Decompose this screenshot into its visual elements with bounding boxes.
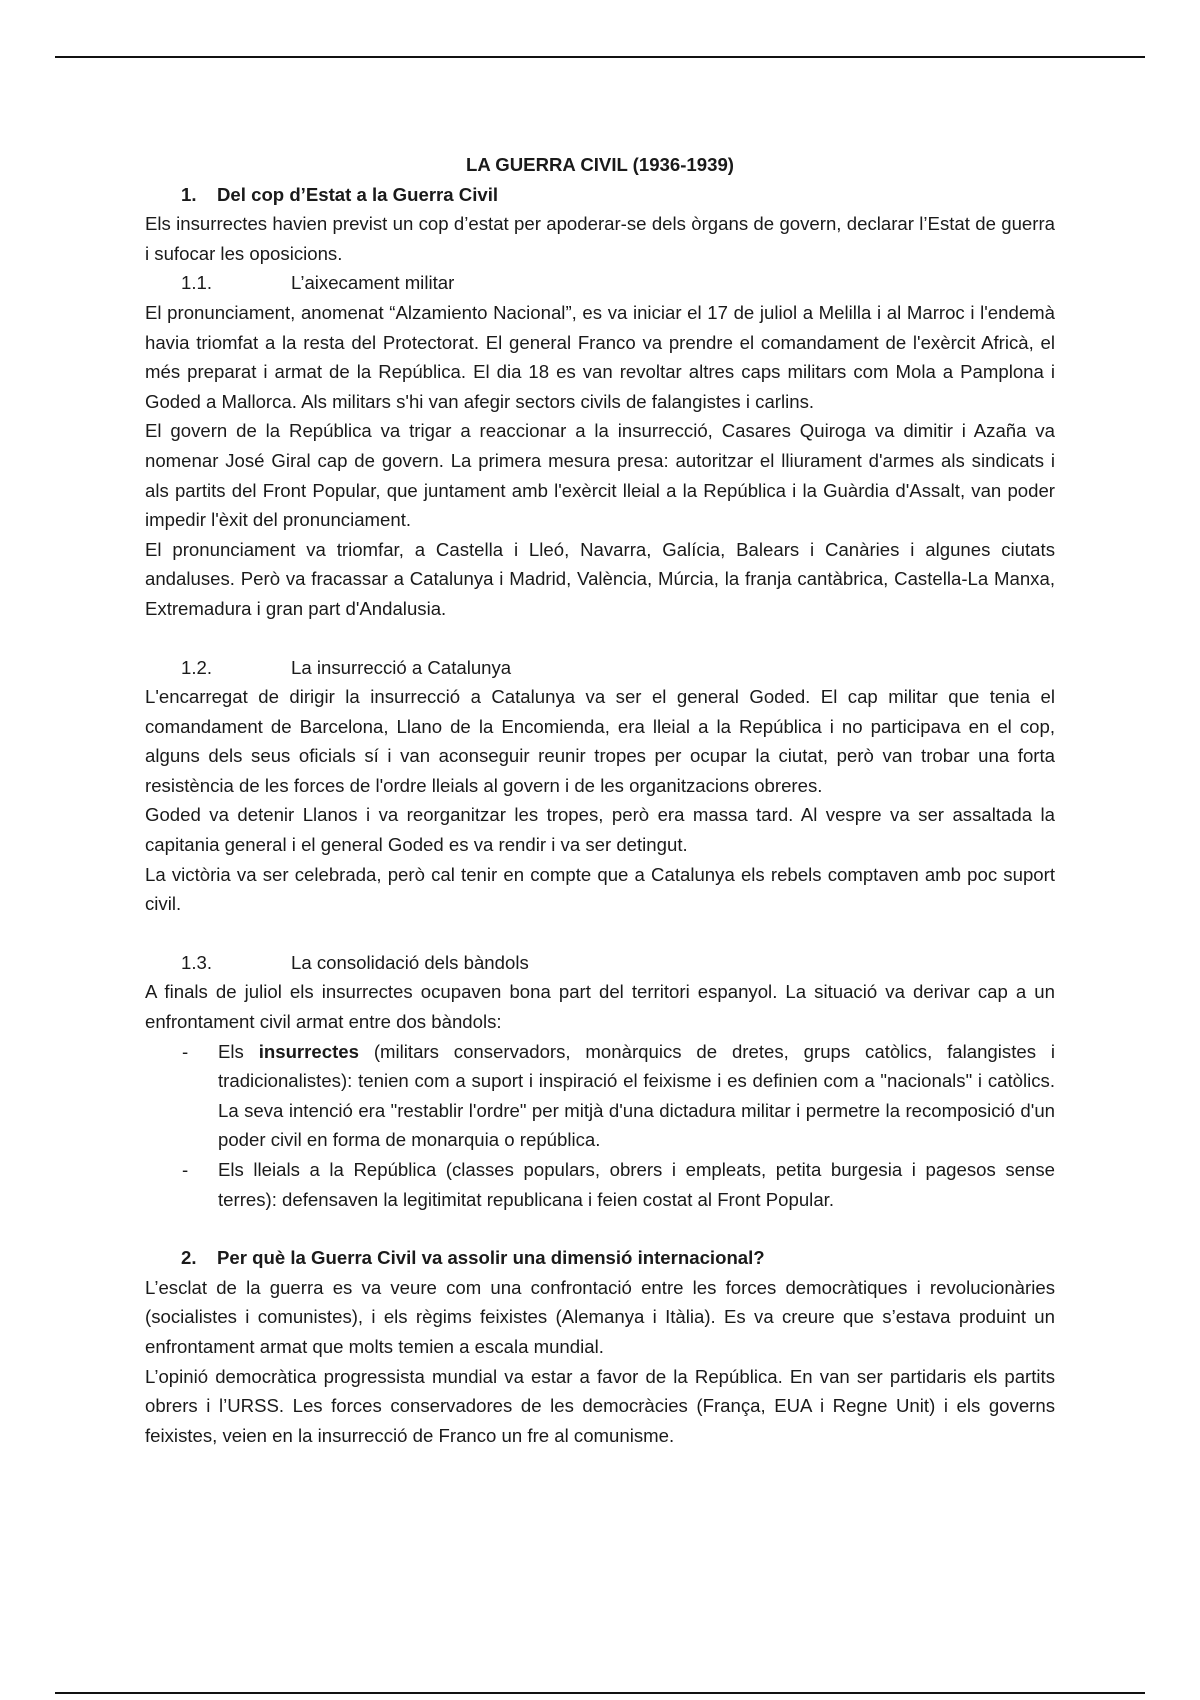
section-2-heading [145,1243,1055,1273]
section-1-heading [145,180,1055,210]
subsection-1-2-heading [145,653,1055,683]
footer-rule [55,1692,1145,1694]
subsection-1-1-number: 1.1. [181,272,213,294]
subsection-1-3-number: 1.3. [181,951,213,973]
subsection-1-1-heading [145,268,1055,298]
subsection-1-2-title: La insurrecció a Catalunya [291,656,512,678]
list-item-text: Els lleials a la República (classes populars, obrers i empleats, petita burgesia i pagesos sense terres): defensaven la legitimitat republicana i feien costat al Front Popular. [218,1159,1055,1210]
spacer [145,624,1055,653]
spacer [145,919,1055,948]
factions-list [145,1037,1055,1215]
section-2-title: Per què la Guerra Civil va assolir una dimensió internacional? [217,1247,765,1269]
subsection-1-1-paragraph-2: El govern de la República va trigar a reaccionar a la insurrecció, Casares Quiroga va dimitir i Azaña va nomenar José Giral cap de govern. La primera mesura presa: autoritzar el lliurament d'armes als sindicats i als partits del Front Popular, que juntament amb l'exèrcit lleial a la República i la Guàrdia d'Assalt, van poder impedir l'èxit del pronunciament. [145,420,1055,531]
subsection-1-3-paragraph-1: A finals de juliol els insurrectes ocupaven bona part del territori espanyol. La situació va derivar cap a un enfrontament civil armat entre dos bàndols: [145,981,1055,1033]
bullet-marker: - [182,1040,189,1062]
section-1-number: 1. [181,183,197,205]
document-title: LA GUERRA CIVIL (1936-1939) [466,154,734,175]
list-item-insurgents [145,1037,1055,1155]
subsection-1-3-heading [145,948,1055,978]
subsection-1-3-title: La consolidació dels bàndols [291,951,529,973]
spacer [145,1214,1055,1243]
bullet-marker: - [182,1159,189,1180]
section-2-paragraph-2: L’opinió democràtica progressista mundial va estar a favor de la República. En van ser partidaris els partits obrers i l’URSS. Les forces conservadores de les democràcies (França, EUA i Regne Unit) i els governs feixistes, veien en la insurrecció de Franco un fre al comunisme. [145,1365,1055,1446]
subsection-1-2-paragraph-1: L'encarregat de dirigir la insurrecció a Catalunya va ser el general Goded. El cap militar que tenia el comandament de Barcelona, Llano de la Encomienda, era lleial a la República i no participava en el cop, alguns dels seus oficials sí i van aconseguir reunir tropes per ocupar la ciutat, però van trobar una forta resistència de les forces de l'ordre lleials al govern i de les organitzacions obreres. [145,686,1055,796]
subsection-1-1-title: L’aixecament militar [291,272,455,294]
subsection-1-2-paragraph-3: La victòria va ser celebrada, però cal tenir en compte que a Catalunya els rebels comptaven amb poc suport civil. [145,863,1055,915]
subsection-1-1-paragraph-3: El pronunciament va triomfar, a Castella i Lleó, Navarra, Galícia, Balears i Canàries i algunes ciutats andaluses. Però va fracassar a Catalunya i Madrid, València, Múrcia, la franja cantàbrica, Castella-La Manxa, Extremadura i gran part d'Andalusia. [145,538,1055,619]
list-item-loyalists [145,1155,1055,1214]
section-2-number: 2. [181,1247,197,1269]
list-item-text: (militars conservadors, monàrquics de dretes, grups catòlics, falangistes i tradicionalistes): tenien com a suport i inspiració el feixisme i es definien com a "nacionals" i catòlics. La seva intenció era "restablir l'ordre" per mitjà d'una dictadura militar i permetre la recomposició d'un poder civil en forma de monarquia o república. [218,1040,1055,1151]
subsection-1-2-paragraph-2: Goded va detenir Llanos i va reorganitzar les tropes, però era massa tard. Al vespre va ser assaltada la capitania general i el general Goded es va rendir i va ser detingut. [145,804,1055,856]
subsection-1-1-paragraph-1: El pronunciament, anomenat “Alzamiento Nacional”, es va iniciar el 17 de juliol a Melilla i al Marroc i l'endemà havia triomfat a la resta del Protectorat. El general Franco va prendre el comandament de l'exèrcit Africà, el més preparat i armat de la República. El dia 18 es van revoltar altres caps militars com Mola a Pamplona i Goded a Mallorca. Als militars s'hi van afegir sectors civils de falangistes i carlins. [145,301,1055,412]
document-body [145,150,1055,1450]
section-1-intro: Els insurrectes havien previst un cop d’estat per apoderar-se dels òrgans de govern, declarar l’Estat de guerra i sufocar les oposicions. [145,213,1055,264]
list-item-bold-term: insurrectes [258,1040,359,1062]
header-rule [55,56,1145,58]
section-1-title: Del cop d’Estat a la Guerra Civil [217,183,499,205]
subsection-1-2-number: 1.2. [181,656,213,678]
section-2-paragraph-1: L’esclat de la guerra es va veure com una confrontació entre les forces democràtiques i revolucionàries (socialistes i comunistes), i els règims feixistes (Alemanya i Itàlia). Es va creure que s’estava produint un enfrontament armat que molts temien a escala mundial. [145,1276,1055,1357]
list-item-text: Els [218,1040,259,1062]
